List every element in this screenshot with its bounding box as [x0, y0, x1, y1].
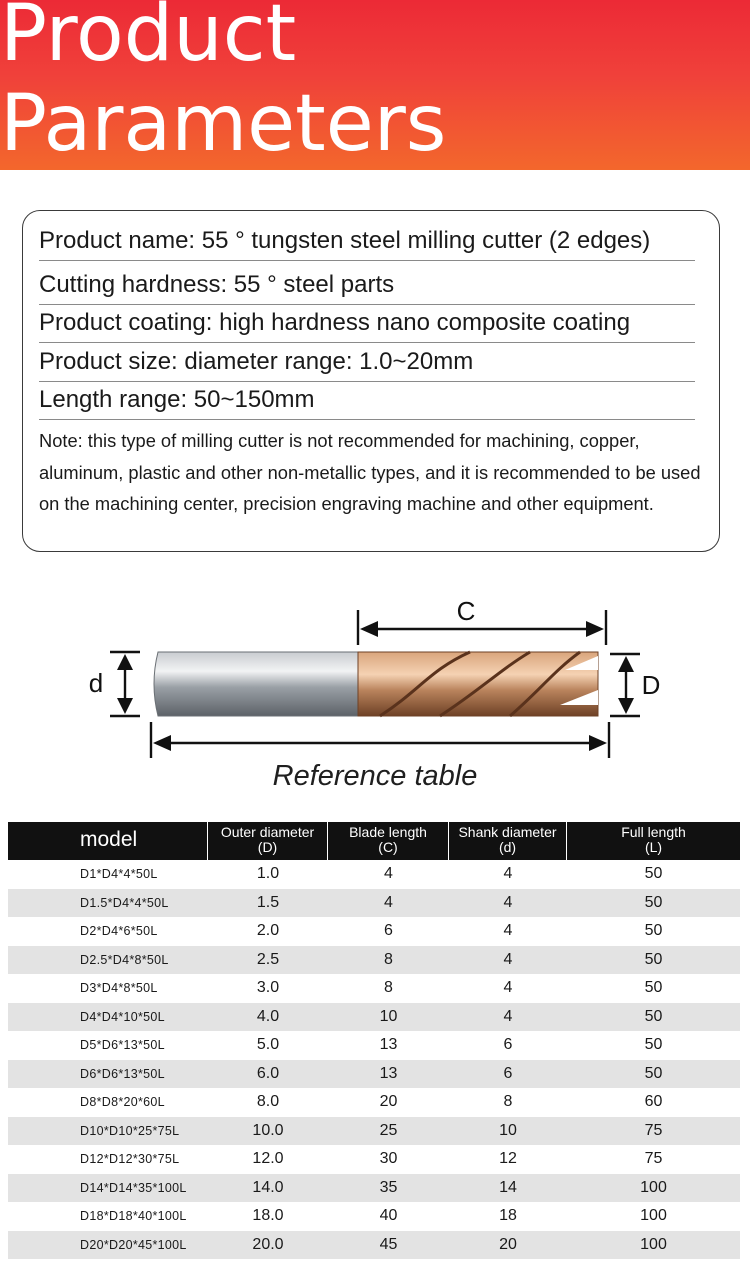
table-row [8, 1031, 740, 1060]
header-banner [0, 0, 750, 170]
cell-shank-diameter: 10 [499, 1121, 517, 1139]
info-note: Note: this type of milling cutter is not recommended for machining, copper, aluminum, plastic and other non-metallic types, and it is recommended to be used on the machining center, precision engraving machine and other equipment. [39, 430, 701, 514]
cell-blade-length: 4 [384, 865, 393, 883]
cell-full-length: 100 [640, 1178, 667, 1196]
cell-blade-length: 8 [384, 950, 393, 968]
cell-model: D14*D14*35*100L [80, 1180, 187, 1195]
cell-full-length: 50 [644, 922, 663, 940]
table-row [8, 1117, 740, 1146]
table-row [8, 974, 740, 1003]
table-body [8, 860, 740, 1259]
header-outer-diameter: Outer diameter (D) [208, 822, 328, 860]
cell-shank-diameter: 20 [499, 1235, 517, 1253]
table-row [8, 889, 740, 918]
cell-model: D18*D18*40*100L [80, 1209, 187, 1224]
label-d-shank: d [88, 668, 104, 698]
table-row [8, 1231, 740, 1260]
cell-model: D5*D6*13*50L [80, 1038, 165, 1053]
cell-full-length: 100 [640, 1235, 667, 1253]
table-row [8, 917, 740, 946]
table-row [8, 1174, 740, 1203]
cell-full-length: 60 [644, 1093, 663, 1111]
cell-model: D2.5*D4*8*50L [80, 952, 169, 967]
cell-blade-length: 25 [379, 1121, 398, 1139]
cell-full-length: 50 [644, 950, 663, 968]
page-title: Product Parameters [0, 0, 447, 169]
cell-blade-length: 40 [379, 1207, 398, 1225]
table-row [8, 1003, 740, 1032]
cell-outer-diameter: 3.0 [256, 979, 280, 997]
cell-full-length: 50 [644, 865, 663, 883]
info-product-size: Product size: diameter range: 1.0~20mm [39, 348, 695, 382]
table-row [8, 1088, 740, 1117]
product-info-box [22, 210, 720, 552]
cell-model: D12*D12*30*75L [80, 1152, 180, 1167]
cell-full-length: 75 [644, 1150, 663, 1168]
cell-blade-length: 13 [379, 1064, 398, 1082]
cell-outer-diameter: 14.0 [252, 1178, 284, 1196]
label-d-outer: D [641, 670, 661, 700]
table-row [8, 1060, 740, 1089]
cell-blade-length: 30 [379, 1150, 398, 1168]
cell-model: D4*D4*10*50L [80, 1009, 165, 1024]
cell-blade-length: 35 [379, 1178, 398, 1196]
cell-full-length: 50 [644, 1007, 663, 1025]
cell-full-length: 75 [644, 1121, 663, 1139]
cell-blade-length: 10 [379, 1007, 398, 1025]
cell-outer-diameter: 2.0 [256, 922, 280, 940]
cell-outer-diameter: 20.0 [252, 1235, 284, 1253]
cell-outer-diameter: 5.0 [256, 1036, 280, 1054]
cell-model: D6*D6*13*50L [80, 1066, 165, 1081]
table-row [8, 946, 740, 975]
cell-outer-diameter: 4.0 [256, 1007, 280, 1025]
label-c: C [456, 596, 476, 626]
cell-model: D10*D10*25*75L [80, 1123, 180, 1138]
cell-outer-diameter: 1.5 [256, 893, 280, 911]
cell-shank-diameter: 4 [503, 1007, 513, 1025]
cell-outer-diameter: 1.0 [256, 865, 280, 883]
cell-full-length: 50 [644, 893, 663, 911]
cell-shank-diameter: 12 [499, 1150, 517, 1168]
header-model: model [8, 822, 208, 860]
header-full-length: Full length (L) [621, 824, 686, 855]
cell-outer-diameter: 8.0 [256, 1093, 280, 1111]
cell-shank-diameter: 6 [503, 1036, 513, 1054]
cell-outer-diameter: 2.5 [256, 950, 280, 968]
cell-model: D20*D20*45*100L [80, 1237, 187, 1252]
cell-model: D3*D4*8*50L [80, 981, 158, 996]
cell-blade-length: 4 [384, 893, 393, 911]
info-cutting-hardness: Cutting hardness: 55 ° steel parts [39, 271, 695, 305]
cell-full-length: 50 [644, 1036, 663, 1054]
reference-table-title: Reference table [272, 760, 478, 792]
cell-shank-diameter: 4 [503, 893, 513, 911]
cell-shank-diameter: 6 [503, 1064, 513, 1082]
cell-shank-diameter: 4 [503, 950, 513, 968]
cell-shank-diameter: 14 [499, 1178, 517, 1196]
cell-model: D2*D4*6*50L [80, 924, 158, 939]
cell-shank-diameter: 4 [503, 979, 513, 997]
cell-outer-diameter: 6.0 [256, 1064, 280, 1082]
reference-table [8, 822, 740, 1259]
cell-blade-length: 8 [384, 979, 393, 997]
cell-blade-length: 20 [379, 1093, 398, 1111]
cell-shank-diameter: 4 [503, 922, 513, 940]
cell-full-length: 50 [644, 1064, 663, 1082]
cell-full-length: 100 [640, 1207, 667, 1225]
cell-blade-length: 13 [379, 1036, 398, 1054]
header-shank-diameter: Shank diameter (d) [449, 822, 567, 860]
info-product-name: Product name: 55 ° tungsten steel milling cutter (2 edges) [39, 227, 695, 261]
header-blade-length: Blade length (C) [328, 822, 449, 860]
table-header [8, 822, 740, 860]
cell-outer-diameter: 18.0 [252, 1207, 284, 1225]
table-row [8, 860, 740, 889]
table-row [8, 1145, 740, 1174]
cell-shank-diameter: 18 [499, 1207, 517, 1225]
cell-model: D1*D4*4*50L [80, 867, 158, 882]
blade [358, 652, 598, 716]
cell-blade-length: 45 [379, 1235, 398, 1253]
cell-model: D8*D8*20*60L [80, 1095, 165, 1110]
table-row [8, 1202, 740, 1231]
cell-model: D1.5*D4*4*50L [80, 895, 169, 910]
cell-shank-diameter: 4 [503, 865, 513, 883]
cutter-diagram [0, 590, 750, 770]
cell-full-length: 50 [644, 979, 663, 997]
cell-outer-diameter: 12.0 [252, 1150, 284, 1168]
info-product-coating: Product coating: high hardness nano composite coating [39, 309, 695, 343]
info-length-range: Length range: 50~150mm [39, 386, 695, 420]
cell-outer-diameter: 10.0 [252, 1121, 284, 1139]
shank [154, 652, 358, 716]
cell-shank-diameter: 8 [503, 1093, 513, 1111]
cell-blade-length: 6 [384, 922, 393, 940]
